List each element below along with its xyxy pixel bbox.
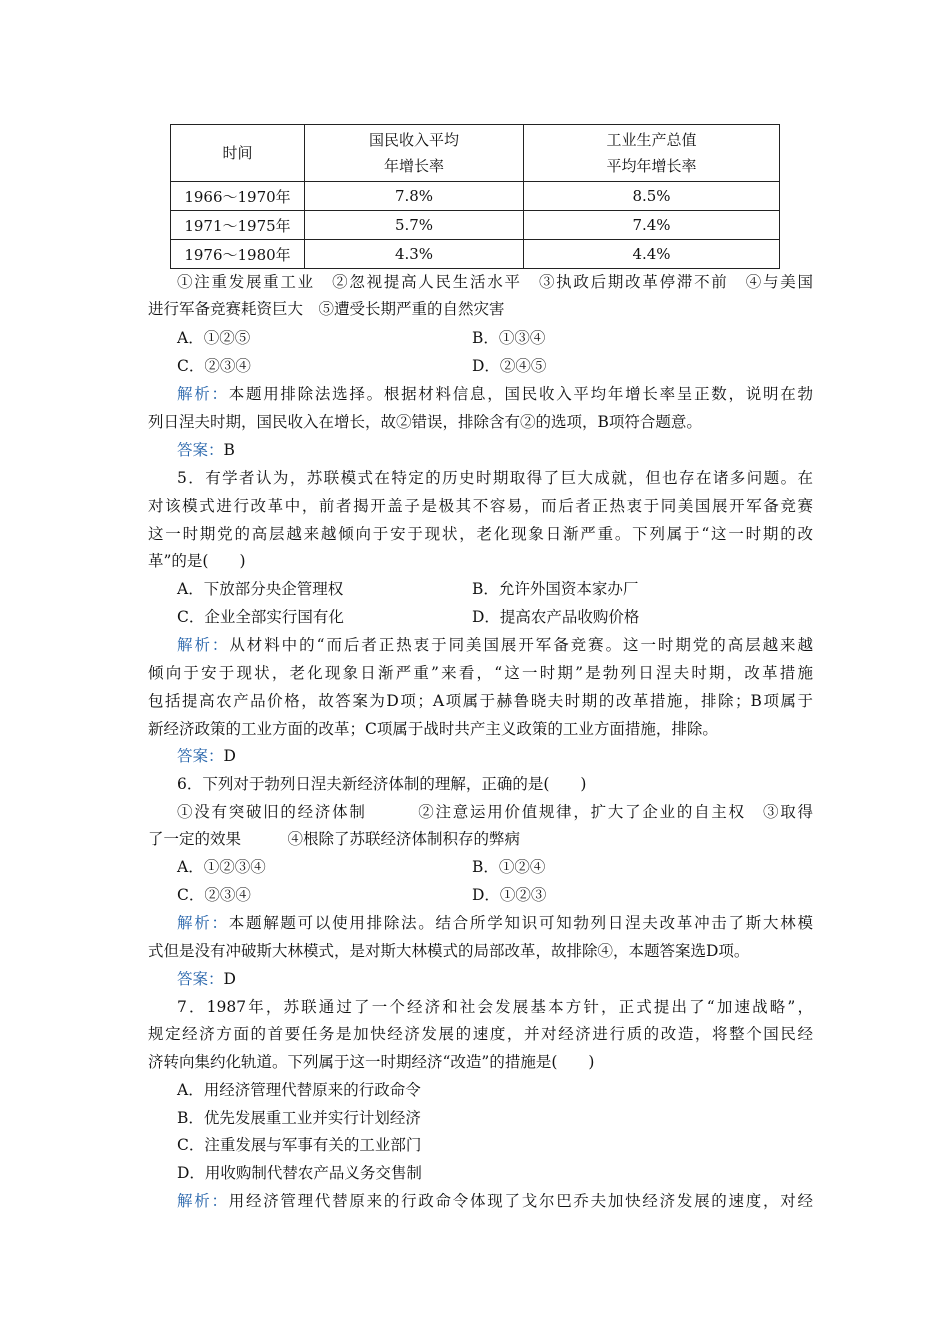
q5-explanation-line3: 包括提高农产品价格，故答案为D项；A项属于赫鲁晓夫时期的改革措施，排除；B项属于 bbox=[148, 692, 813, 710]
q5-option-b: B．允许外国资本家办厂 bbox=[472, 580, 639, 598]
header-industry-line2: 平均年增长率 bbox=[606, 157, 697, 175]
table-header-row bbox=[171, 125, 780, 182]
answer-label: 答案： bbox=[177, 970, 224, 988]
explanation-label: 解析： bbox=[177, 1192, 229, 1210]
q4-items-line2: 进行军备竞赛耗资巨大 ⑤遭受长期严重的自然灾害 bbox=[148, 300, 505, 318]
q7-option-d: D．用收购制代替农产品义务交售制 bbox=[177, 1164, 422, 1182]
cell-income: 7.8% bbox=[305, 182, 524, 211]
q4-explanation-text: 本题用排除法选择。根据材料信息，国民收入平均年增长率呈正数，说明在勃 bbox=[228, 385, 813, 403]
explanation-label: 解析： bbox=[177, 636, 230, 654]
q5-stem-line2: 对该模式进行改革中，前者揭开盖子是极其不容易，而后者正热衷于同美国展开军备竞赛 bbox=[148, 497, 813, 515]
cell-period: 1966～1970年 bbox=[171, 182, 305, 211]
header-time: 时间 bbox=[171, 125, 305, 182]
answer-label: 答案： bbox=[177, 747, 224, 765]
table-row bbox=[171, 211, 780, 240]
q4-answer bbox=[177, 440, 813, 460]
growth-rate-table bbox=[170, 124, 780, 269]
q6-items-line2: 了一定的效果 ④根除了苏联经济体制积存的弊病 bbox=[148, 830, 521, 848]
q6-option-b: B．①②④ bbox=[472, 858, 546, 876]
explanation-label: 解析： bbox=[177, 385, 229, 403]
header-income-line1: 国民收入平均 bbox=[368, 131, 459, 149]
q5-stem-line4: 革”的是( ) bbox=[148, 552, 246, 570]
cell-industry: 4.4% bbox=[524, 240, 780, 269]
q6-answer bbox=[177, 969, 813, 989]
q7-stem-line2: 规定经济方面的首要任务是加快经济发展的速度，并对经济进行质的改造，将整个国民经 bbox=[148, 1025, 813, 1043]
header-industry bbox=[524, 125, 780, 182]
q6-items-line1: ①没有突破旧的经济体制 ②注意运用价值规律，扩大了企业的自主权 ③取得 bbox=[177, 803, 813, 821]
q7-option-c: C．注重发展与军事有关的工业部门 bbox=[177, 1136, 422, 1154]
header-income-line2: 年增长率 bbox=[383, 157, 444, 175]
cell-industry: 7.4% bbox=[524, 211, 780, 240]
q5-explanation-line2: 倾向于安于现状，老化现象日渐严重”来看，“这一时期”是勃列日涅夫时期，改革措施 bbox=[148, 664, 813, 682]
q6-option-d: D．①②③ bbox=[472, 886, 547, 904]
q7-stem-line1: 7．1987年，苏联通过了一个经济和社会发展基本方针，正式提出了“加速战略”， bbox=[177, 998, 813, 1016]
q7-option-a: A．用经济管理代替原来的行政命令 bbox=[177, 1081, 421, 1099]
cell-period: 1971～1975年 bbox=[171, 211, 305, 240]
q7-option-b: B．优先发展重工业并实行计划经济 bbox=[177, 1109, 421, 1127]
q5-option-d: D．提高农产品收购价格 bbox=[472, 608, 640, 626]
q4-option-d: D．②④⑤ bbox=[472, 357, 547, 375]
q5-option-c: C．企业全部实行国有化 bbox=[177, 608, 344, 626]
q4-option-a: A．①②⑤ bbox=[177, 329, 251, 347]
q5-option-a: A．下放部分央企管理权 bbox=[177, 580, 344, 598]
cell-industry: 8.5% bbox=[524, 182, 780, 211]
cell-income: 5.7% bbox=[305, 211, 524, 240]
q6-explanation-text: 本题解题可以使用排除法。结合所学知识可知勃列日涅夫改革冲击了斯大林模 bbox=[228, 914, 813, 932]
answer-value: D bbox=[223, 970, 236, 988]
answer-value: B bbox=[223, 441, 235, 459]
table-row bbox=[171, 240, 780, 269]
explanation-label: 解析： bbox=[177, 914, 229, 932]
q7-explanation-line1 bbox=[177, 1191, 813, 1211]
q4-items-line1: ①注重发展重工业 ②忽视提高人民生活水平 ③执政后期改革停滞不前 ④与美国 bbox=[177, 273, 813, 291]
q6-explanation-line2: 式但是没有冲破斯大林模式，是对斯大林模式的局部改革，故排除④，本题答案选D项。 bbox=[148, 942, 750, 960]
q5-stem-line1: 5．有学者认为，苏联模式在特定的历史时期取得了巨大成就，但也存在诸多问题。在 bbox=[177, 469, 813, 487]
header-income bbox=[305, 125, 524, 182]
cell-period: 1976～1980年 bbox=[171, 240, 305, 269]
q6-stem-line1: 6．下列对于勃列日涅夫新经济体制的理解，正确的是( ) bbox=[177, 775, 587, 793]
header-industry-line1: 工业生产总值 bbox=[606, 131, 697, 149]
q7-explanation-text: 用经济管理代替原来的行政命令体现了戈尔巴乔夫加快经济发展的速度，对经 bbox=[228, 1192, 813, 1210]
q6-explanation-line1 bbox=[177, 913, 813, 933]
q4-explanation-line1 bbox=[177, 384, 813, 404]
q6-option-a: A．①②③④ bbox=[177, 858, 266, 876]
q5-stem-line3: 这一时期党的高层越来越倾向于安于现状，老化现象日渐严重。下列属于“这一时期的改 bbox=[148, 525, 813, 543]
answer-value: D bbox=[223, 747, 236, 765]
q5-explanation-line4: 新经济政策的工业方面的改革；C项属于战时共产主义政策的工业方面措施，排除。 bbox=[148, 720, 718, 738]
q6-option-c: C．②③④ bbox=[177, 886, 251, 904]
cell-income: 4.3% bbox=[305, 240, 524, 269]
q7-stem-line3: 济转向集约化轨道。下列属于这一时期经济“改造”的措施是( ) bbox=[148, 1053, 595, 1071]
q4-option-b: B．①③④ bbox=[472, 329, 546, 347]
q4-option-c: C．②③④ bbox=[177, 357, 251, 375]
q5-explanation-text: 从材料中的“而后者正热衷于同美国展开军备竞赛。这一时期党的高层越来越 bbox=[229, 636, 813, 654]
answer-label: 答案： bbox=[177, 441, 224, 459]
q5-explanation-line1 bbox=[177, 635, 813, 655]
q4-explanation-line2: 列日涅夫时期，国民收入在增长，故②错误，排除含有②的选项，B项符合题意。 bbox=[148, 413, 702, 431]
q5-answer bbox=[177, 746, 813, 766]
table-row bbox=[171, 182, 780, 211]
